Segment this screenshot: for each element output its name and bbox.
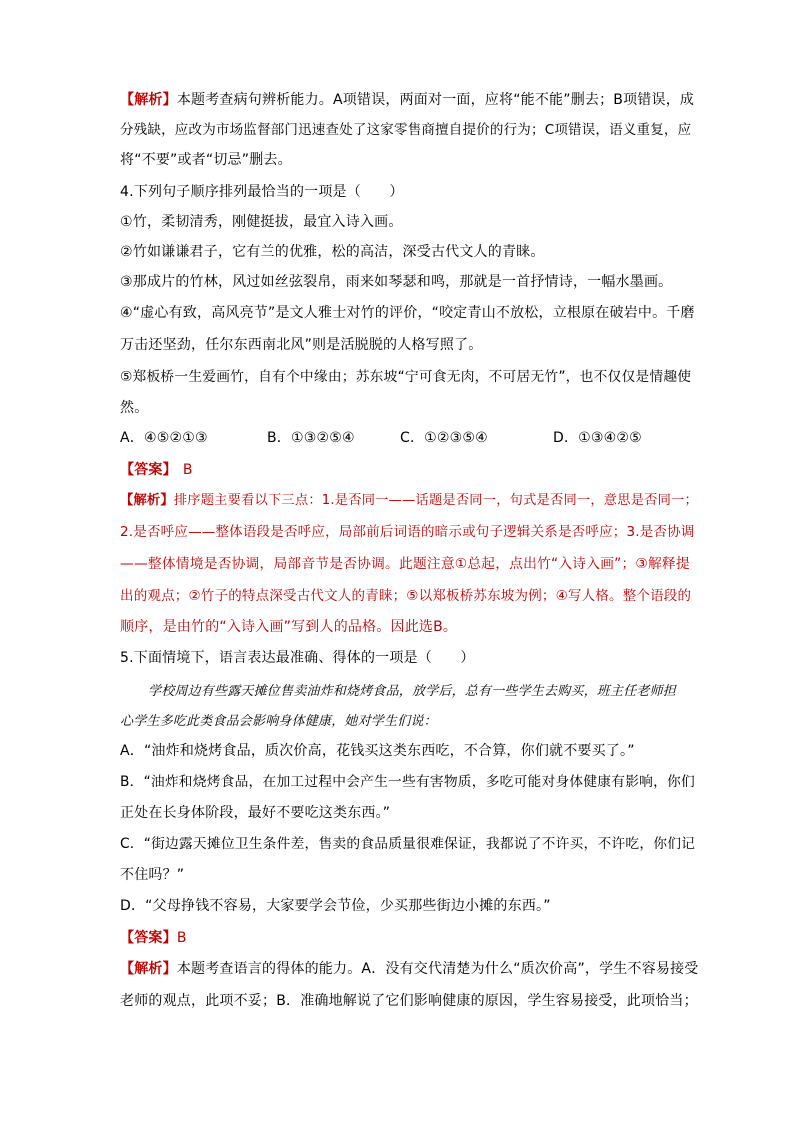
q4-analysis-line-5: 顺序，是由竹的“入诗入画”写到人的品格。因此选B。 (120, 619, 458, 635)
q3-analysis-line-1: 【解析】本题考查病句辨析能力。A项错误，两面对一面，应将“能不能”删去；B项错误，成 (120, 92, 695, 108)
q5-answer-value: B (176, 930, 187, 946)
q5-context-line-1: 学校周边有些露天摊位售卖油炸和烧烤食品，放学后，总有一些学生去购买，班主任老师担 (148, 684, 677, 699)
q4-option-a: A．④⑤②①③ (120, 430, 208, 446)
q4-sentence-5-line-2: 然。 (120, 400, 149, 416)
analysis-tag: 【解析】 (120, 961, 177, 977)
q4-analysis-line-2: 2.是否呼应——整体语段是否呼应，局部前后词语的暗示或句子逻辑关系是否呼应；3.是否协调 (120, 524, 695, 540)
q5-stem: 5.下面情境下，语言表达最准确、得体的一项是（ ） (120, 650, 475, 666)
q4-sentence-4-line-2: 万击还坚劲，任尔东西南北风”则是活脱脱的人格写照了。 (120, 337, 483, 353)
q4-sentence-4-line-1: ④“虚心有致，高风亮节”是文人雅士对竹的评价，“咬定青山不放松，立根原在破岩中。千磨 (120, 305, 695, 321)
q4-stem: 4.下列句子顺序排列最恰当的一项是（ ） (120, 184, 404, 200)
q5-option-a: A．“油炸和烧烤食品，质次价高，花钱买这类东西吃，不合算，你们就不要买了。” (120, 743, 635, 759)
q4-sentence-1: ①竹，柔韧清秀，刚健挺拔，最宜入诗入画。 (120, 214, 403, 230)
q4-sentence-5-line-1: ⑤郑板桥一生爱画竹，自有个中缘由；苏东坡“宁可食无肉，不可居无竹”，也不仅仅是情趣使 (120, 369, 692, 385)
q4-analysis-line-1: 【解析】排序题主要看以下三点：1.是否同一——话题是否同一，句式是否同一，意思是否同一； (120, 493, 698, 508)
q4-option-c: C．①②③⑤④ (400, 430, 488, 446)
q5-option-c-line-1: C．“街边露天摊位卫生条件差，售卖的食品质量很难保证，我都说了不许买，不许吃，你们记 (120, 836, 696, 852)
analysis-tag: 【解析】 (120, 92, 177, 108)
q4-answer-value: B (182, 462, 193, 478)
q4-analysis-line-3: ——整体情境是否协调，局部音节是否协调。此题注意①总起，点出竹“入诗入画”；③解释提 (120, 556, 690, 572)
q4-answer (120, 460, 193, 480)
q3-analysis-line-2: 分残缺，应改为市场监督部门迅速查处了这家零售商擅自提价的行为；C项错误，语义重复，应 (120, 122, 692, 138)
q4-sentence-3: ③那成片的竹林，风过如丝弦裂帛，雨来如琴瑟和鸣，那就是一首抒情诗，一幅水墨画。 (120, 274, 673, 290)
q5-option-c-line-2: 不住吗？” (120, 867, 185, 883)
analysis-tag: 【解析】 (120, 493, 174, 508)
q5-option-b-line-1: B．“油炸和烧烤食品，在加工过程中会产生一些有害物质，多吃可能对身体健康有影响，你们 (120, 774, 695, 790)
q4-option-b: B．①③②⑤④ (267, 430, 355, 446)
answer-tag: 【答案】 (120, 462, 177, 478)
q4-sentence-2: ②竹如谦谦君子，它有兰的优雅，松的高洁，深受古代文人的青睐。 (120, 244, 545, 260)
q5-context-line-2: 心学生多吃此类食品会影响身体健康，她对学生们说： (120, 714, 437, 729)
q5-option-d: D．“父母挣钱不容易，大家要学会节俭，少买那些街边小摊的东西。” (120, 898, 551, 914)
q5-analysis-line-2: 老师的观点，此项不妥；B．准确地解说了它们影响健康的原因，学生容易接受，此项恰当； (120, 993, 698, 1009)
answer-tag: 【答案】 (120, 930, 177, 946)
q3-analysis-line-3: 将“不要”或者“切忌”删去。 (120, 152, 292, 168)
q4-analysis-line-4: 出的观点；②竹子的特点深受古代文人的青睐；⑤以郑板桥苏东坡为例；④写人格。整个语段的 (120, 588, 692, 604)
q5-option-b-line-2: 正处在长身体阶段，最好不要吃这类东西。” (120, 805, 391, 821)
q5-answer (120, 928, 187, 948)
q4-option-d: D．①③④②⑤ (553, 430, 642, 446)
q5-analysis-line-1: 【解析】本题考查语言的得体的能力。A．没有交代清楚为什么“质次价高”，学生不容易接受 (120, 961, 699, 977)
